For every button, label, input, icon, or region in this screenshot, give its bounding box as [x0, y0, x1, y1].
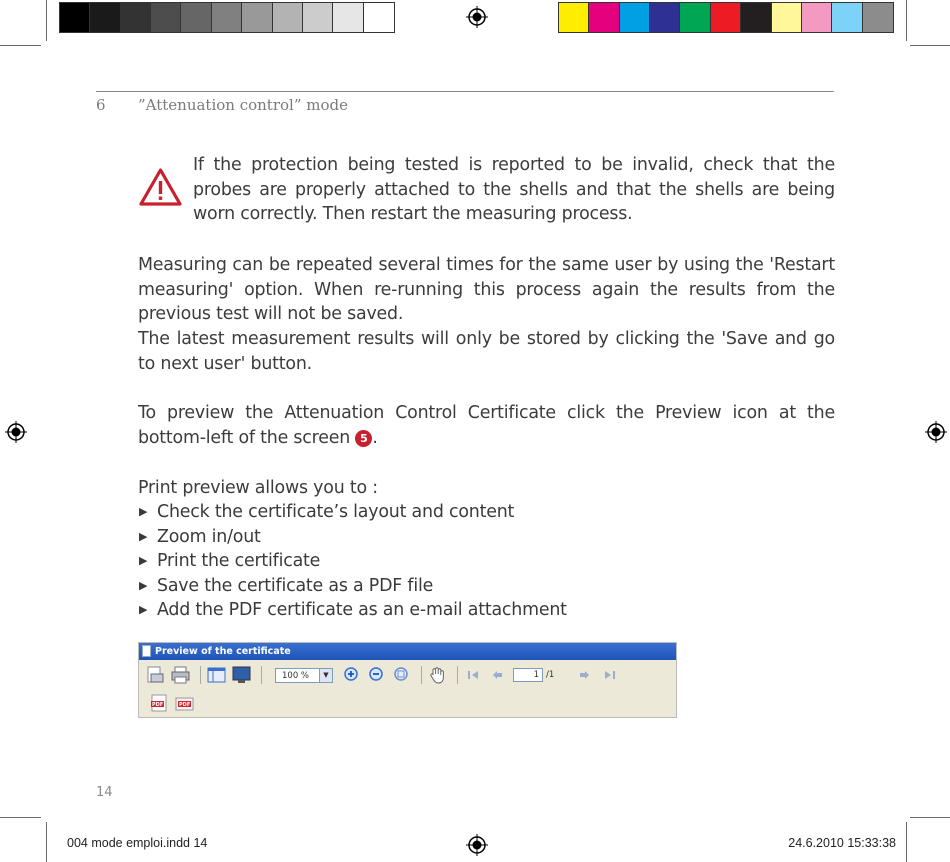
single-page-view-icon[interactable] [206, 665, 227, 685]
hand-tool-icon[interactable] [427, 665, 448, 685]
last-page-icon[interactable] [599, 665, 620, 685]
color-swatch [741, 3, 771, 32]
feature-list [138, 500, 567, 623]
registration-mark-icon [466, 6, 488, 28]
page-number-input[interactable]: 1 [513, 668, 543, 682]
zoom-select[interactable]: 100 % ▼ [275, 668, 333, 683]
previous-page-icon[interactable] [488, 665, 509, 685]
footer-file-name: 004 mode emploi.indd 14 [67, 836, 208, 850]
preview-toolbar [145, 662, 624, 688]
color-swatch [60, 3, 90, 32]
page-total: /1 [546, 670, 555, 680]
toolbar-separator [200, 666, 201, 684]
export-pdf-icon[interactable] [149, 693, 170, 713]
next-page-icon[interactable] [574, 665, 595, 685]
zoom-out-icon[interactable] [366, 665, 387, 685]
registration-mark-icon [466, 834, 488, 856]
toolbar-separator [421, 666, 422, 684]
full-screen-icon[interactable] [231, 665, 252, 685]
color-swatch [121, 3, 151, 32]
preview-window-title: Preview of the certificate [155, 646, 291, 657]
document-icon [142, 645, 151, 657]
toolbar-separator [457, 666, 458, 684]
color-swatch [802, 3, 832, 32]
color-swatch [589, 3, 619, 32]
preview-titlebar [139, 643, 676, 660]
crop-mark [906, 822, 907, 862]
color-swatch [863, 3, 893, 32]
crop-mark [0, 817, 41, 818]
zoom-in-icon[interactable] [341, 665, 362, 685]
bullet-triangle-icon: ▶ [139, 578, 148, 592]
registration-mark-icon [5, 421, 27, 443]
crop-mark [910, 817, 950, 818]
save-results-paragraph: The latest measurement results will only be stored by clicking the 'Save and go to next user' button. [138, 329, 835, 374]
print-icon[interactable] [170, 665, 191, 685]
restart-measuring-paragraph: Measuring can be repeated several times for the same user by using the 'Restart measuring' option. When re-running this process again the results from the previous test will not be saved. [138, 255, 835, 324]
color-swatch [832, 3, 862, 32]
page-number: 14 [96, 785, 113, 800]
warning-triangle-icon [138, 167, 183, 207]
svg-text:PDF: PDF [152, 702, 164, 708]
color-swatch [711, 3, 741, 32]
preview-window-screenshot [138, 642, 677, 718]
crop-mark [46, 0, 47, 41]
bullet-triangle-icon: ▶ [139, 603, 148, 616]
color-swatch [559, 3, 589, 32]
bullet-triangle-icon: ▶ [139, 505, 148, 518]
bullet-triangle-icon: ▶ [139, 529, 148, 543]
chevron-down-icon: ▼ [319, 669, 332, 682]
toolbar-separator [261, 666, 262, 684]
warning-text: If the protection being tested is reported to be invalid, check that the probes are properly attached to the shells and that the shells are being worn correctly. Then restart the measuring process. [193, 155, 835, 224]
chapter-title: ”Attenuation control” mode [138, 96, 349, 114]
process-color-bar [558, 2, 894, 33]
list-item: ▶ Add the PDF certificate as an e-mail attachment [138, 598, 567, 623]
footer-timestamp: 24.6.2010 15:33:38 [788, 836, 896, 850]
preview-instructions-paragraph [138, 401, 835, 450]
chapter-number: 6 [96, 96, 106, 114]
color-swatch [273, 3, 303, 32]
crop-mark [0, 45, 41, 46]
color-swatch [242, 3, 272, 32]
color-swatch [90, 3, 120, 32]
color-swatch [772, 3, 802, 32]
color-swatch [680, 3, 710, 32]
registration-mark-icon [925, 421, 947, 443]
crop-mark [906, 0, 907, 41]
color-swatch [364, 3, 394, 32]
preview-toolbar-secondary [149, 690, 199, 716]
svg-text:PDF: PDF [179, 702, 191, 708]
callout-number-badge: 5 [355, 430, 372, 447]
color-swatch [333, 3, 363, 32]
header-rule [96, 91, 834, 92]
email-pdf-icon[interactable] [174, 693, 195, 713]
first-page-icon[interactable] [463, 665, 484, 685]
fit-page-icon[interactable] [391, 665, 412, 685]
list-item: ▶ Check the certificate’s layout and content [138, 500, 567, 525]
print-preview-intro: Print preview allows you to : [138, 478, 378, 498]
preview-text: To preview the Attenuation Control Certificate click the Preview icon at the bottom-left of the screen [138, 403, 835, 448]
color-swatch [151, 3, 181, 32]
bullet-triangle-icon: ▶ [139, 554, 148, 567]
color-swatch [181, 3, 211, 32]
list-item: ▶ Save the certificate as a PDF file [138, 574, 567, 599]
list-item: ▶ Zoom in/out [138, 525, 567, 550]
crop-mark [46, 822, 47, 862]
page-setup-icon[interactable] [145, 665, 166, 685]
color-swatch [212, 3, 242, 32]
color-swatch [620, 3, 650, 32]
color-swatch [650, 3, 680, 32]
list-item: ▶ Print the certificate [138, 549, 567, 574]
preview-text-end: . [372, 427, 378, 448]
color-swatch [303, 3, 333, 32]
grayscale-color-bar [59, 2, 395, 33]
crop-mark [910, 45, 950, 46]
